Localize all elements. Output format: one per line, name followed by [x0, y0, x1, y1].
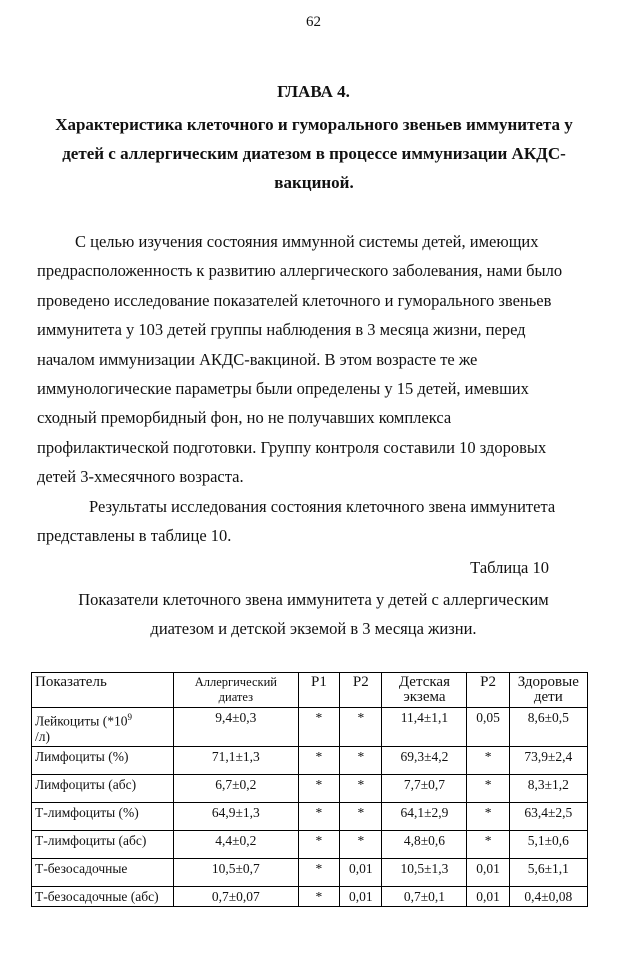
cell-p2a: 0,01: [340, 886, 382, 906]
cell-p2b: 0,01: [467, 858, 509, 886]
cell-p1: *: [298, 774, 340, 802]
table-row: [32, 830, 588, 858]
paragraph-intro: [37, 227, 589, 492]
cell-p2a: *: [340, 802, 382, 830]
paragraph-line: началом иммунизации АКДС-вакциной. В этом возрасте те же: [37, 349, 478, 369]
cell-allergic: 0,7±0,07: [174, 886, 299, 906]
cell-p1: *: [298, 708, 340, 747]
cell-indicator-text: Лейкоциты (*10: [35, 713, 128, 729]
header-healthy: Здоровые дети: [509, 673, 587, 708]
chapter-title: [40, 110, 588, 197]
paragraph-line: иммунологические параметры были определены у 15 детей, имевших: [37, 379, 529, 399]
table-caption: [0, 585, 627, 643]
cell-eczema: 10,5±1,3: [382, 858, 467, 886]
chapter-heading: ГЛАВА 4.: [277, 82, 350, 101]
table-row: [32, 746, 588, 774]
cell-allergic: 71,1±1,3: [174, 746, 299, 774]
cell-indicator: Т-лимфоциты (%): [32, 802, 174, 830]
paragraph-line: Результаты исследования состояния клеточного звена иммунитета: [89, 497, 556, 516]
page-number: 62: [306, 14, 321, 30]
paragraph-line: С целью изучения состояния иммунной системы детей, имеющих: [75, 232, 539, 251]
table-label: Таблица 10: [470, 558, 549, 577]
cell-p1: *: [298, 830, 340, 858]
cell-p2a: *: [340, 774, 382, 802]
cell-p2a: *: [340, 830, 382, 858]
cell-p1: *: [298, 802, 340, 830]
cell-p2a: *: [340, 746, 382, 774]
title-line: детей с аллергическим диатезом в процессе иммунизации АКДС-: [62, 144, 566, 163]
cell-healthy: 8,3±1,2: [509, 774, 587, 802]
table-row: [32, 858, 588, 886]
cell-indicator-text: /л): [35, 728, 50, 744]
cell-p1: *: [298, 746, 340, 774]
immunity-table: [31, 672, 588, 907]
table-row: [32, 886, 588, 906]
header-eczema: Детская экзема: [382, 673, 467, 708]
cell-allergic: 10,5±0,7: [174, 858, 299, 886]
cell-p1: *: [298, 886, 340, 906]
cell-eczema: 7,7±0,7: [382, 774, 467, 802]
cell-p2a: *: [340, 708, 382, 747]
header-indicator: Показатель: [32, 673, 174, 708]
cell-p2a: 0,01: [340, 858, 382, 886]
cell-p2b: *: [467, 746, 509, 774]
cell-healthy: 8,6±0,5: [509, 708, 587, 747]
caption-line: диатезом и детской экземой в 3 месяца жизни.: [150, 619, 477, 638]
paragraph-line: детей 3-хмесячного возраста.: [37, 467, 244, 487]
cell-eczema: 64,1±2,9: [382, 802, 467, 830]
paragraph-line: сходный преморбидный фон, но не получавших комплекса: [37, 408, 452, 428]
cell-superscript: 9: [127, 712, 132, 722]
cell-indicator: Лимфоциты (%): [32, 746, 174, 774]
paragraph-line: представлены в таблице 10.: [37, 526, 232, 546]
paragraph-line: профилактической подготовки. Группу контроля составили 10 здоровых: [37, 437, 547, 457]
cell-eczema: 4,8±0,6: [382, 830, 467, 858]
header-allergic: Аллергический диатез: [174, 673, 299, 708]
cell-healthy: 73,9±2,4: [509, 746, 587, 774]
cell-indicator: Т-безосадочные: [32, 858, 174, 886]
cell-allergic: 64,9±1,3: [174, 802, 299, 830]
cell-healthy: 0,4±0,08: [509, 886, 587, 906]
cell-healthy: 5,6±1,1: [509, 858, 587, 886]
cell-eczema: 11,4±1,1: [382, 708, 467, 747]
cell-indicator: [32, 708, 174, 747]
table-header-row: [32, 673, 588, 708]
table-row: [32, 708, 588, 747]
cell-healthy: 5,1±0,6: [509, 830, 587, 858]
cell-p2b: 0,05: [467, 708, 509, 747]
header-p1: Р1: [298, 673, 340, 708]
header-p2b: Р2: [467, 673, 509, 708]
cell-indicator: Т-безосадочные (абс): [32, 886, 174, 906]
header-p2a: Р2: [340, 673, 382, 708]
cell-p2b: *: [467, 830, 509, 858]
paragraph-line: проведено исследование показателей клеточного и гуморального звеньев: [37, 290, 552, 310]
cell-allergic: 6,7±0,2: [174, 774, 299, 802]
paragraph-line: предрасположенность к развитию аллергического заболевания, нами было: [37, 261, 563, 281]
cell-healthy: 63,4±2,5: [509, 802, 587, 830]
cell-p2b: 0,01: [467, 886, 509, 906]
cell-allergic: 9,4±0,3: [174, 708, 299, 747]
cell-p2b: *: [467, 802, 509, 830]
caption-line: Показатели клеточного звена иммунитета у детей с аллергическим: [78, 590, 549, 609]
title-line: Характеристика клеточного и гуморального звеньев иммунитета у: [55, 115, 573, 134]
paragraph-line: иммунитета у 103 детей группы наблюдения в 3 месяца жизни, перед: [37, 320, 526, 340]
cell-p1: *: [298, 858, 340, 886]
paragraph-results: [37, 492, 589, 551]
table-row: [32, 802, 588, 830]
cell-allergic: 4,4±0,2: [174, 830, 299, 858]
cell-eczema: 69,3±4,2: [382, 746, 467, 774]
title-line: вакциной.: [274, 173, 354, 192]
cell-indicator: Лимфоциты (абс): [32, 774, 174, 802]
cell-indicator: Т-лимфоциты (абс): [32, 830, 174, 858]
cell-eczema: 0,7±0,1: [382, 886, 467, 906]
cell-p2b: *: [467, 774, 509, 802]
table-row: [32, 774, 588, 802]
